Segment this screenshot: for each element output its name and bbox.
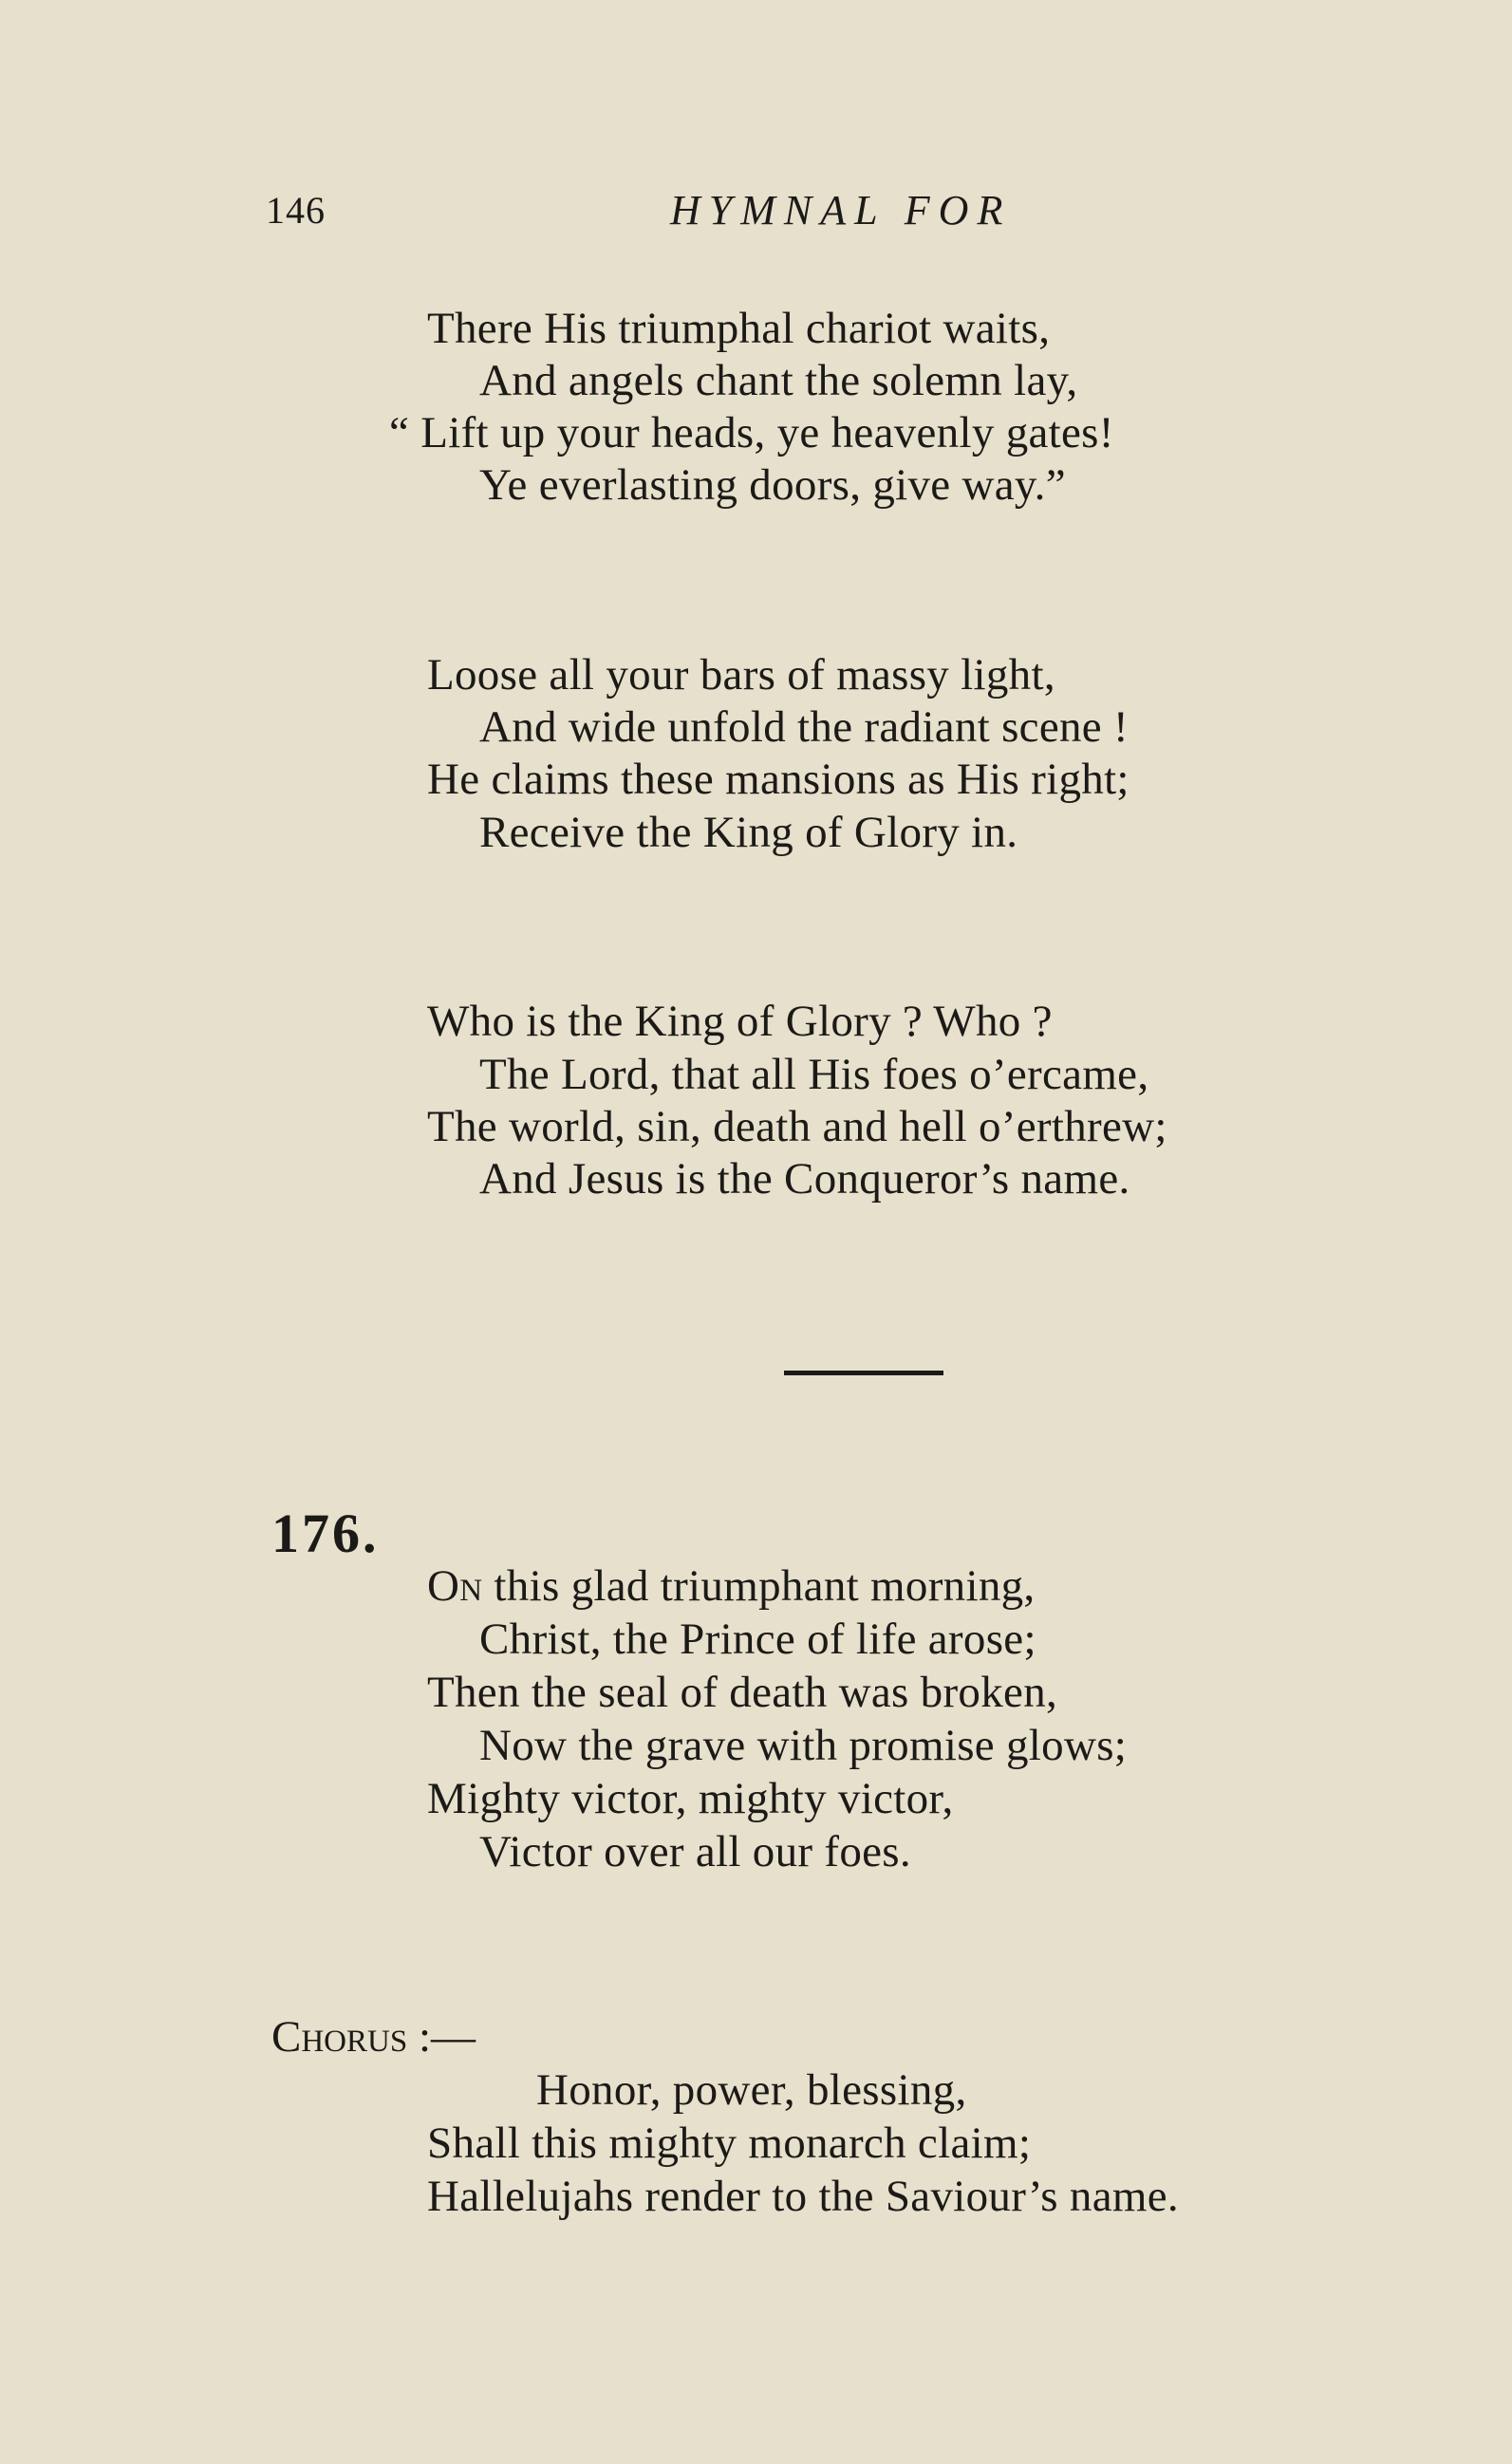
first-line-rest: this glad triumphant morning, xyxy=(482,1561,1036,1611)
chorus-line: Hallelujahs render to the Saviour’s name. xyxy=(427,2172,1179,2221)
chorus-line: Shall this mighty monarch claim; xyxy=(427,2119,1032,2168)
chorus-line: Honor, power, blessing, xyxy=(536,2065,967,2115)
verse-line: The Lord, that all His foes o’ercame, xyxy=(479,1050,1149,1099)
verse-line: Receive the King of Glory in. xyxy=(479,808,1018,857)
verse-line: And angels chant the solemn lay, xyxy=(479,356,1078,405)
verse-line: And wide unfold the radiant scene ! xyxy=(479,702,1129,752)
verse-line: There His triumphal chariot waits, xyxy=(427,304,1051,353)
verse-line: “ Lift up your heads, ye heavenly gates! xyxy=(389,408,1114,457)
drop-word: On xyxy=(427,1561,483,1611)
verse-line: The world, sin, death and hell o’erthrew; xyxy=(427,1102,1167,1151)
verse-line: Victor over all our foes. xyxy=(479,1827,911,1876)
section-divider xyxy=(784,1371,943,1375)
verse-line: And Jesus is the Conqueror’s name. xyxy=(479,1154,1130,1204)
verse-line: Then the seal of death was broken, xyxy=(427,1668,1058,1717)
verse-line: He claims these mansions as His right; xyxy=(427,755,1129,804)
verse-line: Loose all your bars of massy light, xyxy=(427,650,1055,700)
verse-line-first xyxy=(427,1559,1035,1613)
chorus-label: Chorus :— xyxy=(271,2012,476,2062)
hymn-number: 176. xyxy=(271,1503,380,1564)
page-number: 146 xyxy=(266,189,326,232)
running-title: HYMNAL FOR xyxy=(670,187,1012,233)
verse-line: Mighty victor, mighty victor, xyxy=(427,1774,954,1823)
verse-line: Who is the King of Glory ? Who ? xyxy=(427,997,1053,1046)
verse-line: Now the grave with promise glows; xyxy=(479,1721,1128,1770)
verse-line: Ye everlasting doors, give way.” xyxy=(479,460,1066,510)
verse-line: Christ, the Prince of life arose; xyxy=(479,1615,1036,1664)
